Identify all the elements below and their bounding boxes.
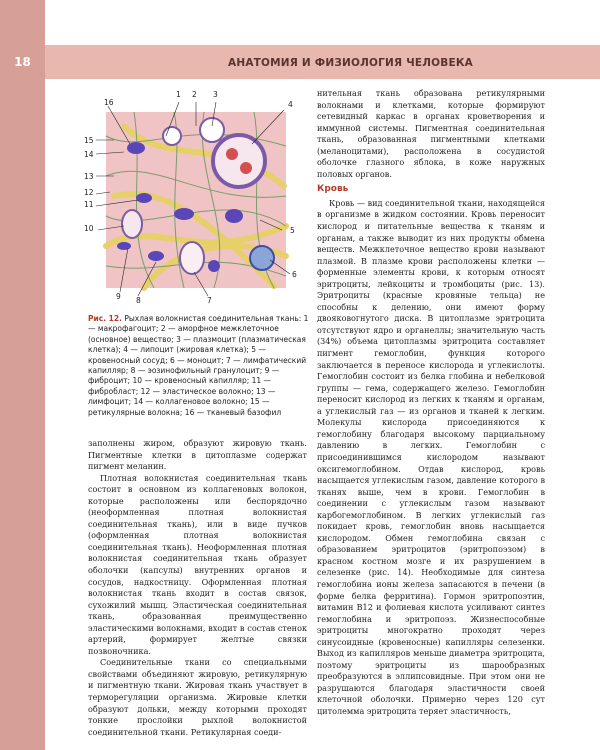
blood-vessel: [213, 135, 265, 187]
caption-label: Рис. 12.: [88, 314, 122, 323]
callout-label: 15: [84, 136, 94, 145]
left-text-column: [88, 438, 307, 738]
right-text-column: [317, 88, 545, 718]
callout-label: 16: [104, 98, 114, 107]
callout-label: 2: [192, 90, 197, 99]
callout-label: 13: [84, 172, 94, 181]
callout-label: 7: [207, 296, 212, 305]
callout-label: 14: [84, 150, 94, 159]
callout-label: 1: [176, 90, 181, 99]
fibroblast: [117, 242, 131, 250]
callout-label: 12: [84, 188, 94, 197]
callout-label: 11: [84, 200, 94, 209]
page-margin-strip: [0, 0, 45, 750]
tissue-illustration: [84, 90, 310, 308]
paragraph: нительная ткань образована ретикулярными волокнами и клетками, которые формируют сетевидный каркас в органах кроветворения и иммунной системы. Пигментная соединительная ткань, образованная пигментными клетками (меланоцитами), расположена в сосудистой оболочке глазного яблока, в коже наружных половых органов.: [317, 88, 545, 179]
paragraph: Плотная волокнистая соединительная ткань состоит в основном из коллагеновых волокон, которые расположены или беспорядочно (неоформленная плотная волокнистая соединительная ткань), или в виде пучков (оформленная плотная волокнистая соединительная ткань). Неоформленная плотная волокнистая соединительная ткань образует оболочки (капсулы) внутренних органов и сосудов, надкостницу. Оформленная плотная волокнистая ткань входит в состав связок, сухожилий мышц. Эластическая соединительная ткань, образованная преимущественно эластическими волокнами, входит в состав стенок артерий, формирует желтые связки позвоночника.: [88, 472, 307, 656]
fibroblast: [136, 193, 152, 203]
callout-label: 9: [116, 292, 121, 301]
fibrocyte: [148, 251, 164, 261]
callout-label: 10: [84, 224, 94, 233]
lipocyte: [163, 127, 181, 145]
page-number: 18: [14, 55, 31, 69]
lymphatic-capillary: [180, 242, 204, 274]
section-heading: Кровь: [317, 184, 349, 195]
erythrocyte: [240, 162, 252, 174]
callout-label: 6: [292, 270, 297, 279]
figure-caption: [88, 314, 312, 418]
erythrocyte: [226, 148, 238, 160]
running-title: АНАТОМИЯ И ФИЗИОЛОГИЯ ЧЕЛОВЕКА: [228, 57, 473, 69]
callout-label: 8: [136, 296, 141, 305]
plasmocyte: [174, 208, 194, 220]
paragraph: Соединительные ткани со специальными свойствами объединяют жировую, ретикулярную и пигментную ткани. Жировая ткань участвует в терморегуляции организма. Жировые клетки образуют дольки, между которыми проходят тонкие прослойки рыхлой волокнистой соединительной ткани. Ретикулярная соеди-: [88, 657, 307, 737]
callout-label: 3: [213, 90, 218, 99]
paragraph: Кровь — вид соединительной ткани, находящейся в организме в жидком состоянии. Кровь переносит кислород и питательные вещества к тканям и органам, а также выводит из них продукты обмена веществ. Межклеточное вещество крови называют плазмой. В плазме крови расположены клетки — форменные элементы крови, к которым относят эритроциты, лейкоциты и тромбоциты (рис. 13). Эритроциты (красные кровяные тельца) не способны к делению, они имеют форму двояковогнутого диска. В цитоплазме эритроцита отсутствуют ядро и органеллы; значительную часть (34%) объема цитоплазмы эритроцита составляет пигмент гемоглобин, функция которого заключается в переносе кислорода и углекислоты. Гемоглобин состоит из белка глобина и небелковой группы — гема, содержащего железо. Гемоглобин переносит кислород из легких к тканям и органам, а углекислый газ — из органов и тканей к легким. Молекулы кислорода присоединяются к гемоглобину благодаря высокому парциальному давлению в легких. Гемоглобин с присоединившимся кислородом называют оксигемоглобином. Отдав кислород, кровь насыщается углекислым газом, давление которого в тканях выше, чем в крови. Гемоглобин в соединении с углекислым газом называют карбогемоглобином. В легких углекислый газ покидает кровь, гемоглобин вновь насыщается кислородом. Обмен гемоглобина связан с образованием эритроцитов (эритропоэзом) в красном костном мозге и их разрушением в селезенке (рис. 14). Необходимые для синтеза гемоглобина ионы железа запасаются в печени (в форме белка ферритина). Гормон эритропоэтин, витамин B12 и фолиевая кислота усиливают синтез гемоглобина и эритропоэз. Жизнеспособные эритроциты многократно проходят через синусоидные (кровеносные) капилляры селезенки. Выход из капилляров меньше диаметра эритроцита, поэтому эритроциты из шарообразных преобразуются в эллипсовидные. При этом они не разрушаются благодаря эластичности своей клеточной оболочки. Примерно через 120 сут цитолемма эритроцита теряет эластичность,: [317, 197, 545, 716]
paragraph: заполнены жиром, образуют жировую ткань. Пигментные клетки в цитоплазме содержат пигмент меланин.: [88, 438, 307, 472]
blood-capillary: [122, 210, 142, 238]
tissue-drawing: [84, 96, 310, 308]
callout-label: 5: [290, 226, 295, 235]
monocyte: [250, 246, 274, 270]
lymphocyte: [225, 209, 243, 223]
eosinophil: [208, 260, 220, 272]
lipocyte: [200, 118, 224, 142]
callout-label: 4: [288, 100, 293, 109]
caption-text: Рыхлая волокнистая соединительная ткань: 1 — макрофагоцит; 2 — аморфное межклеточное (основное) вещество; 3 — плазмоцит (плазматическая клетка); 4 — липоцит (жировая клетка); 5 — кровеносный сосуд; 6 — моноцит; 7 — лимфатический капилляр; 8 — эозинофильный гранулоцит; 9 — фиброцит; 10 — кровеносный капилляр; 11 — фибробласт; 12 — эластическое волокно; 13 — лимфоцит; 14 — коллагеновое волокно; 15 — ретикулярные волокна; 16 — тканевый базофил: [88, 314, 309, 417]
